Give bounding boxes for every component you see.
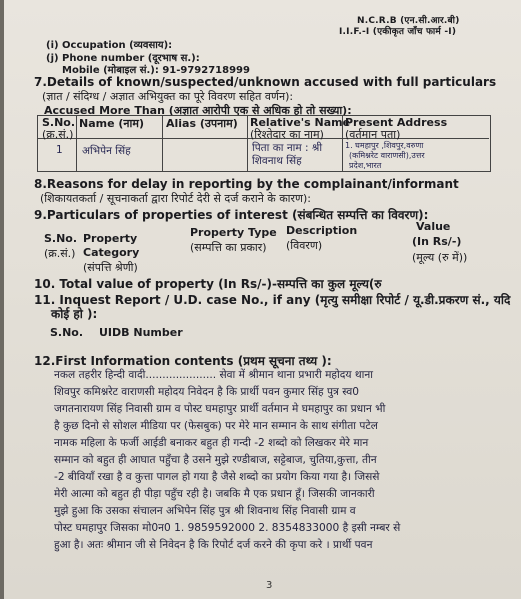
fir-line: मुझे हुआ कि उसका संचालन अभिपेन सिंह पुत्र श्री शिवनाथ सिंह निवासी ग्राम व xyxy=(54,505,356,517)
p-property: Property xyxy=(83,232,138,245)
row-relative-2: शिवनाथ सिंह xyxy=(252,155,302,167)
th-address: Present Address xyxy=(345,116,448,129)
fir-line: जगतनारायण सिंह निवासी ग्राम व पोस्ट घमहापुर प्रार्थी वर्तमान मे घमहापुर का प्रधान भी xyxy=(54,403,386,415)
fir-line: हुआ है। अतः श्रीमान जी से निवेदन है कि रिपोर्ट दर्ज करने की कृपा करे । प्रार्थी पवन xyxy=(54,539,373,551)
p-value-hi: (मूल्य (रु में)) xyxy=(412,251,468,264)
accused-table-col2 xyxy=(162,115,163,171)
header-iif: I.I.F.-I (एकीकृत जाँच फार्म -I) xyxy=(339,27,457,37)
th-name: Name (नाम) xyxy=(79,117,144,130)
fir-line: नकल तहरीर हिन्दी वादी..................... सेवा में श्रीमान थाना प्रभारी महोदय थाना xyxy=(54,369,374,381)
p-category: Category xyxy=(83,246,140,259)
fir-line: शिवपुर कमिश्नरेट वाराणसी महोदय निवेदन है कि प्रार्थी पवन कुमार सिंह पुत्र स्व0 xyxy=(54,386,360,398)
th-sno: S.No. xyxy=(42,116,76,129)
accused-table-col3 xyxy=(247,115,248,171)
row-sno: 1 xyxy=(56,144,63,156)
inquest-uidb: UIDB Number xyxy=(99,326,183,339)
p-value-unit: (In Rs/-) xyxy=(412,235,462,248)
section-8-subtitle: (शिकायतकर्ता / सूचनाकर्ता द्वारा रिपोर्ट देरी से दर्ज कराने के कारण): xyxy=(40,192,311,205)
p-category-hi: (संपत्ति श्रेणी) xyxy=(83,261,138,274)
p-desc-hi: (विवरण) xyxy=(286,239,323,252)
fir-line: पोस्ट घमहापुर जिसका मो0न0 1. 9859592000 2. 8354833000 है इसी नम्बर से xyxy=(54,522,401,534)
phone-label: (j) Phone number (दूरभाष स.): xyxy=(46,53,200,64)
section-10-title: 10. Total value of property (In Rs/-)-सम्पत्ति का कुल मूल्य(रु xyxy=(34,277,382,291)
section-9-title: 9.Particulars of properties of interest (संबन्धित सम्पत्ति का विवरण): xyxy=(34,208,429,222)
fir-line: नामक महिला के फर्जी आईडी बनाकर बहुत ही गन्दी -2 शब्दो को लिखकर मेरे मान xyxy=(54,437,369,449)
header-ncrb: N.C.R.B (एन.सी.आर.बी) xyxy=(357,16,460,26)
fir-line: है कुछ दिनो से सोशल मीडिया पर (फेसबुक) पर मेरे मान सम्मान के साथ संगीता पटेल xyxy=(54,420,378,432)
page-number: 3 xyxy=(266,580,273,591)
th-relative-hi: (रिश्तेदार का नाम) xyxy=(250,128,324,141)
p-ptype-hi: (सम्पत्ति का प्रकार) xyxy=(190,241,267,254)
fir-line: मेरी आत्मा को बहुत ही पीड़ा पहुँच रही है। जबकि मै एक प्रधान हूँ। जिसकी जानकारी xyxy=(54,488,375,500)
fir-line: सम्मान को बहुत ही आघात पहुँचा है उसने मुझे रण्डीबाज, सट्टेबाज, चुतिया,कुत्ता, तीन xyxy=(54,454,377,466)
row-address-2: (कमिश्नरेट वाराणसी),उत्तर xyxy=(349,151,425,160)
mobile-number: Mobile (मोबाइल सं.): 91-9792718999 xyxy=(62,65,250,76)
p-sno-hi: (क्र.सं.) xyxy=(44,247,76,260)
row-address-3: प्रदेश,भारत xyxy=(349,161,382,170)
accused-more-than: Accused More Than (अज्ञात आरोपी एक से अधिक हो तो सख्या): xyxy=(44,104,352,117)
p-sno: S.No. xyxy=(44,232,78,245)
section-11-title-cont: कोई हो ): xyxy=(51,307,98,321)
p-value: Value xyxy=(416,220,451,233)
section-8-title: 8.Reasons for delay in reporting by the complainant/informant xyxy=(34,177,459,191)
accused-table-col1 xyxy=(76,115,77,171)
th-alias: Alias (उपनाम) xyxy=(166,117,238,130)
occupation-label: (i) Occupation (व्यवसाय): xyxy=(46,40,173,51)
section-7-subtitle: (ज्ञात / संदिग्ध / अज्ञात अभियुक्त का पूरे विवरण सहित वर्णन): xyxy=(42,90,294,103)
th-sno-hi: (क्र.सं.) xyxy=(42,128,74,141)
section-7-title: 7.Details of known/suspected/unknown accused with full particulars xyxy=(34,75,497,89)
row-relative-1: पिता का नाम : श्री xyxy=(252,142,323,154)
inquest-sno: S.No. xyxy=(50,326,84,339)
section-11-title: 11. Inquest Report / U.D. case No., if any (मृत्यु समीक्षा रिपोर्ट / यू.डी.प्रकरण सं., यदि xyxy=(34,293,511,307)
section-12-title: 12.First Information contents (प्रथम सूचना तथ्य ): xyxy=(34,354,332,368)
th-relative: Relative's Name xyxy=(250,116,351,129)
fir-line: -2 बीवियाँ रखा है व कुत्ता पागल हो गया है जैसे शब्दो का प्रयोग किया गया है। जिससे xyxy=(54,471,380,483)
document-page xyxy=(4,0,521,599)
p-desc: Description xyxy=(286,224,358,237)
p-ptype: Property Type xyxy=(190,226,277,239)
row-name: अभिपेन सिंह xyxy=(82,145,131,157)
row-address-1: 1. घमहापुर ,शिवपुर,वरुणा xyxy=(345,141,424,150)
th-address-hi: (वर्तमान पता) xyxy=(345,128,401,141)
